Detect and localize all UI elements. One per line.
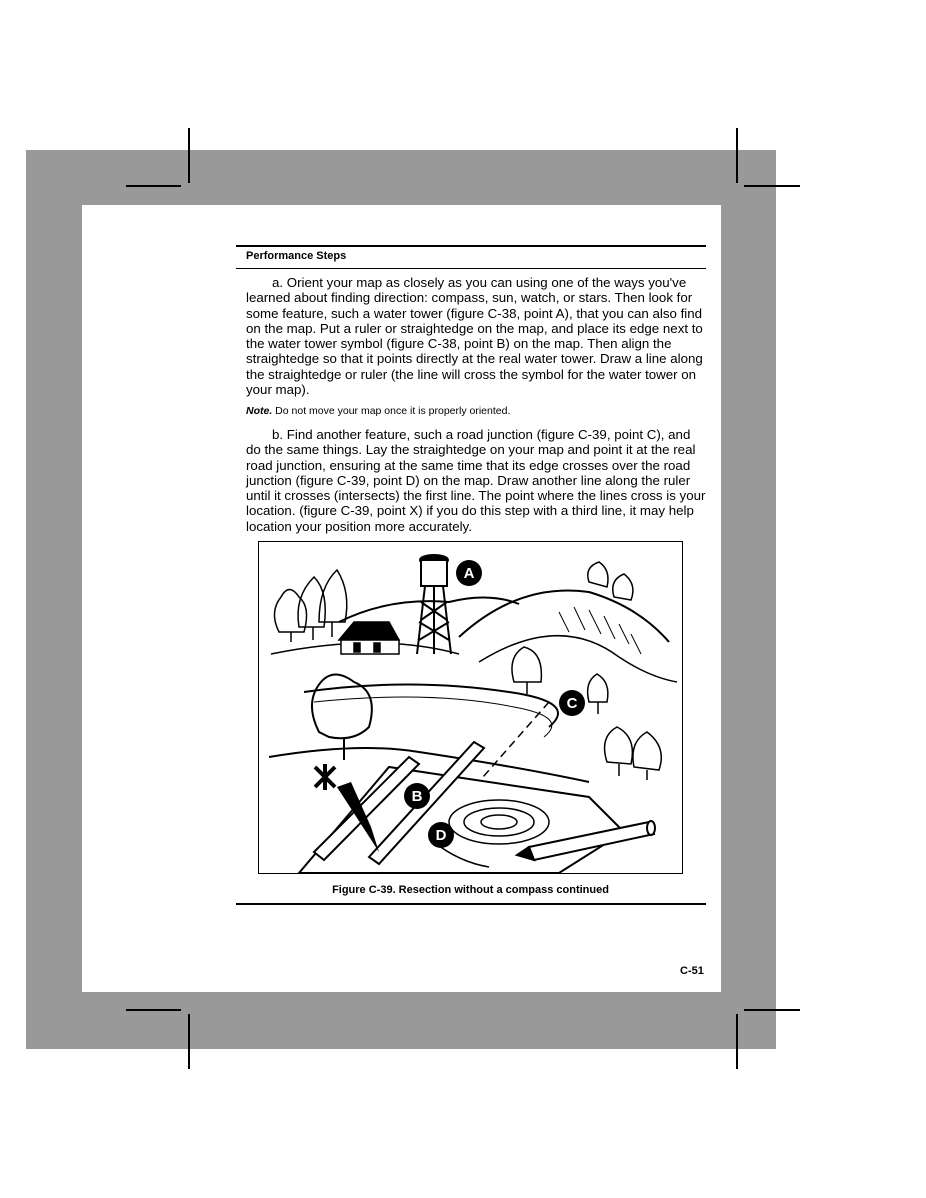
tree-cluster	[274, 570, 346, 642]
figure-caption: Figure C-39. Resection without a compass continued	[332, 884, 609, 896]
marker-b-label: B	[411, 788, 423, 805]
step-b-paragraph: b. Find another feature, such a road junction (figure C-39, point C), and do the same things. Lay the straightedge on your map and point it at the real road junction, ensuring at the same time that its edge crosses over the road junction (figure C-39, point D) on the map. Draw another line along the ruler until it crosses (intersects) the first line. The point where the lines cross is your location. (figure C-39, point X) if you do this step with a third line, it may help location your position more accurately.	[246, 427, 706, 534]
note-text: Do not move your map once it is properly oriented.	[275, 405, 511, 417]
header-rule	[236, 245, 706, 247]
crop-mark	[744, 1009, 800, 1011]
marker-d-label: D	[435, 827, 447, 844]
page-number: C-51	[680, 965, 704, 977]
water-tower	[417, 555, 451, 654]
farm-house	[339, 622, 399, 654]
hill	[339, 597, 519, 622]
section-title: Performance Steps	[246, 250, 347, 262]
footer-rule	[236, 903, 706, 905]
note-label: Note.	[246, 405, 273, 417]
step-a-paragraph: a. Orient your map as closely as you can using one of the ways you've learned about finding direction: compass, sun, watch, or stars. Then look for some feature, such a water tower (figure C-38, point A), that you can also find on the map. Put a ruler or straightedge on the map, and place its edge next to the water tower symbol (figure C-38, point B) on the map. Then align the straightedge so that it points directly at the real water tower. Draw a line along the straightedge or ruler (the line will cross the symbol for the water tower on your map).	[246, 275, 703, 398]
crop-mark	[736, 128, 738, 183]
resection-illustration	[259, 542, 682, 873]
marker-c-label: C	[566, 695, 578, 712]
hill	[479, 636, 677, 682]
marker-c	[559, 690, 585, 716]
road	[304, 685, 558, 728]
figure-illustration	[258, 541, 683, 874]
marker-d	[428, 822, 454, 848]
crop-mark	[744, 185, 800, 187]
header-rule	[236, 268, 706, 269]
marker-b	[404, 783, 430, 809]
hill-shading	[559, 607, 641, 654]
crop-mark	[188, 128, 190, 183]
crop-mark	[126, 185, 181, 187]
marker-a-label: A	[463, 565, 475, 582]
marker-a	[456, 560, 482, 586]
position-marker	[315, 764, 335, 790]
crop-mark	[126, 1009, 181, 1011]
crop-mark	[188, 1014, 190, 1069]
note	[246, 405, 510, 417]
crop-mark	[736, 1014, 738, 1069]
road	[314, 697, 552, 737]
